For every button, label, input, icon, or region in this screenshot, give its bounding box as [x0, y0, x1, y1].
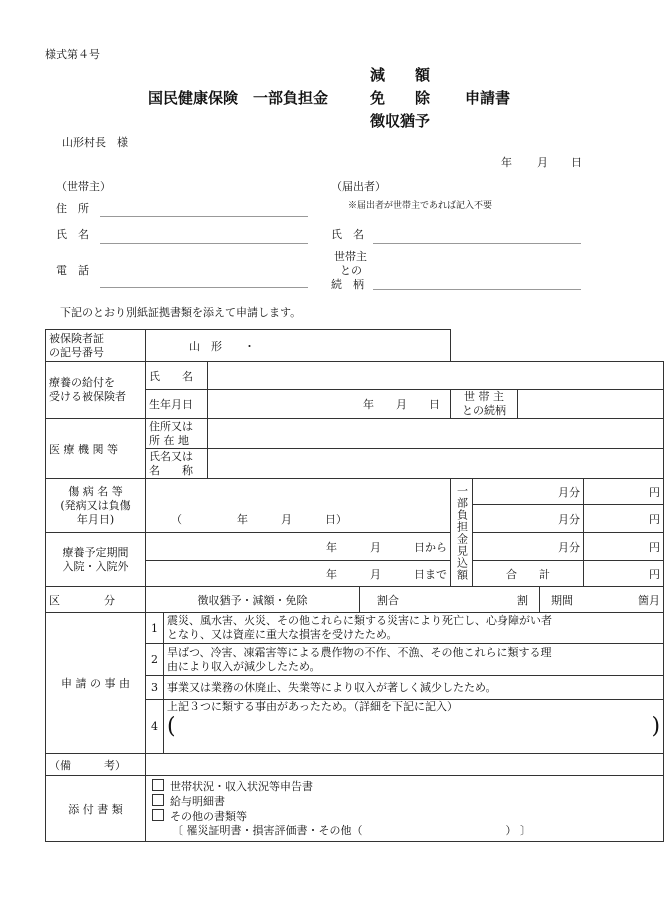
reason-number-1[interactable]: 1: [146, 613, 164, 644]
reason-number-4[interactable]: 4: [146, 700, 164, 754]
copay-month-2[interactable]: 月分: [473, 505, 584, 533]
notifier-relation-label-1: 世帯主: [334, 250, 367, 263]
date-month: 月: [537, 156, 548, 169]
checkbox-icon[interactable]: [152, 779, 164, 791]
reason-number-2[interactable]: 2: [146, 644, 164, 676]
intro-text: 下記のとおり別紙証拠書類を添えて申請します。: [60, 306, 302, 319]
date-year: 年: [501, 156, 512, 169]
period-to-field[interactable]: 年 月 日まで: [146, 561, 451, 587]
insurance-number-label: 被保険者証 の記号番号: [46, 330, 146, 362]
copay-total-label: 合 計: [473, 561, 584, 587]
householder-name-label: 氏 名: [56, 228, 89, 241]
notifier-relation-label-3: 続 柄: [331, 278, 364, 291]
householder-phone-label: 電 話: [56, 264, 89, 277]
relation-field[interactable]: [518, 390, 664, 419]
notifier-note: ※届出者が世帯主であれば記入不要: [348, 201, 493, 211]
notifier-relation-label-2: との: [340, 264, 362, 277]
attachment-item[interactable]: 世帯状況・収入状況等申告書: [152, 779, 657, 794]
householder-address-field[interactable]: [100, 216, 308, 217]
treatment-period-label: 療養予定期間 入院・入院外: [46, 533, 146, 587]
copay-month-3[interactable]: 月分: [473, 533, 584, 561]
reason-detail-field[interactable]: ( ): [167, 714, 661, 739]
notifier-heading: （届出者）: [331, 180, 386, 193]
category-label: 区 分: [46, 587, 146, 613]
title-option-exempt: 免 除: [370, 89, 431, 107]
facility-name-field[interactable]: [208, 449, 664, 479]
copay-yen-1[interactable]: 円: [584, 479, 664, 505]
relation-label: 世 帯 主 との続柄: [451, 390, 518, 419]
checkbox-icon[interactable]: [152, 794, 164, 806]
term-field[interactable]: 期間 箇月: [540, 587, 664, 613]
notifier-relation-field[interactable]: [373, 289, 581, 290]
copay-month-1[interactable]: 月分: [473, 479, 584, 505]
disease-label: 傷 病 名 等 (発病又は負傷 年月日): [46, 479, 146, 533]
medical-facility-label: 医 療 機 関 等: [46, 419, 146, 479]
insurance-number-field[interactable]: 山 形 ・: [146, 330, 451, 362]
form-number: 様式第４号: [45, 48, 100, 61]
category-field[interactable]: 徴収猶予・減額・免除: [146, 587, 360, 613]
insured-person-label: 療養の給付を 受ける被保険者: [46, 362, 146, 419]
insured-name-field[interactable]: [208, 362, 664, 390]
remarks-field[interactable]: [146, 754, 664, 776]
facility-name-label: 氏名又は 名 称: [146, 449, 208, 479]
householder-heading: （世帯主）: [56, 180, 111, 193]
birthdate-field[interactable]: 年 月 日: [208, 390, 451, 419]
addressee: 山形村長 様: [62, 136, 128, 149]
notifier-name-field[interactable]: [373, 243, 581, 244]
attachments-label: 添 付 書 類: [46, 776, 146, 842]
copay-yen-3[interactable]: 円: [584, 533, 664, 561]
application-table: [45, 329, 664, 842]
ratio-field[interactable]: 割合 割: [360, 587, 540, 613]
title-suffix: 申請書: [465, 89, 511, 107]
period-from-field[interactable]: 年 月 日から: [146, 533, 451, 561]
reason-text-4: 上記３つに類する事由があったため。（詳細を下記に記入） ( ): [164, 700, 664, 754]
date-day: 日: [571, 156, 582, 169]
householder-address-label: 住 所: [56, 202, 89, 215]
attachments-list: [146, 776, 664, 842]
attachment-detail[interactable]: 〔 罹災証明書・損害評価書・その他（ ） 〕: [172, 824, 531, 837]
insured-name-label: 氏 名: [146, 362, 208, 390]
reason-text-3: 事業又は業務の休廃止、失業等により収入が著しく減少したため。: [164, 676, 664, 700]
attachment-item[interactable]: その他の書類等: [152, 809, 657, 824]
remarks-label: （備 考）: [46, 754, 146, 776]
disease-field[interactable]: （ 年 月 日）: [146, 479, 451, 533]
reason-number-3[interactable]: 3: [146, 676, 164, 700]
copay-estimate-label: 一部負担金見込額: [451, 479, 473, 587]
facility-address-field[interactable]: [208, 419, 664, 449]
copay-total-yen[interactable]: 円: [584, 561, 664, 587]
householder-phone-field[interactable]: [100, 287, 308, 288]
reason-label: 申 請 の 事 由: [46, 613, 146, 754]
title-option-defer: 徴収猶予: [370, 112, 431, 130]
notifier-name-label: 氏 名: [331, 228, 364, 241]
title-option-reduce: 減 額: [370, 66, 431, 84]
page-title: 国民健康保険 一部負担金: [148, 89, 329, 107]
facility-address-label: 住所又は 所 在 地: [146, 419, 208, 449]
attachment-item[interactable]: 給与明細書: [152, 794, 657, 809]
copay-yen-2[interactable]: 円: [584, 505, 664, 533]
householder-name-field[interactable]: [100, 243, 308, 244]
reason-text-2: 旱ばつ、冷害、凍霜害等による農作物の不作、不漁、その他これらに類する理 由により収入が減少したため。: [164, 644, 664, 676]
reason-text-1: 震災、風水害、火災、その他これらに類する災害により死亡し、心身障がい者 となり、又は資産に重大な損害を受けたため。: [164, 613, 664, 644]
birthdate-label: 生年月日: [146, 390, 208, 419]
checkbox-icon[interactable]: [152, 809, 164, 821]
